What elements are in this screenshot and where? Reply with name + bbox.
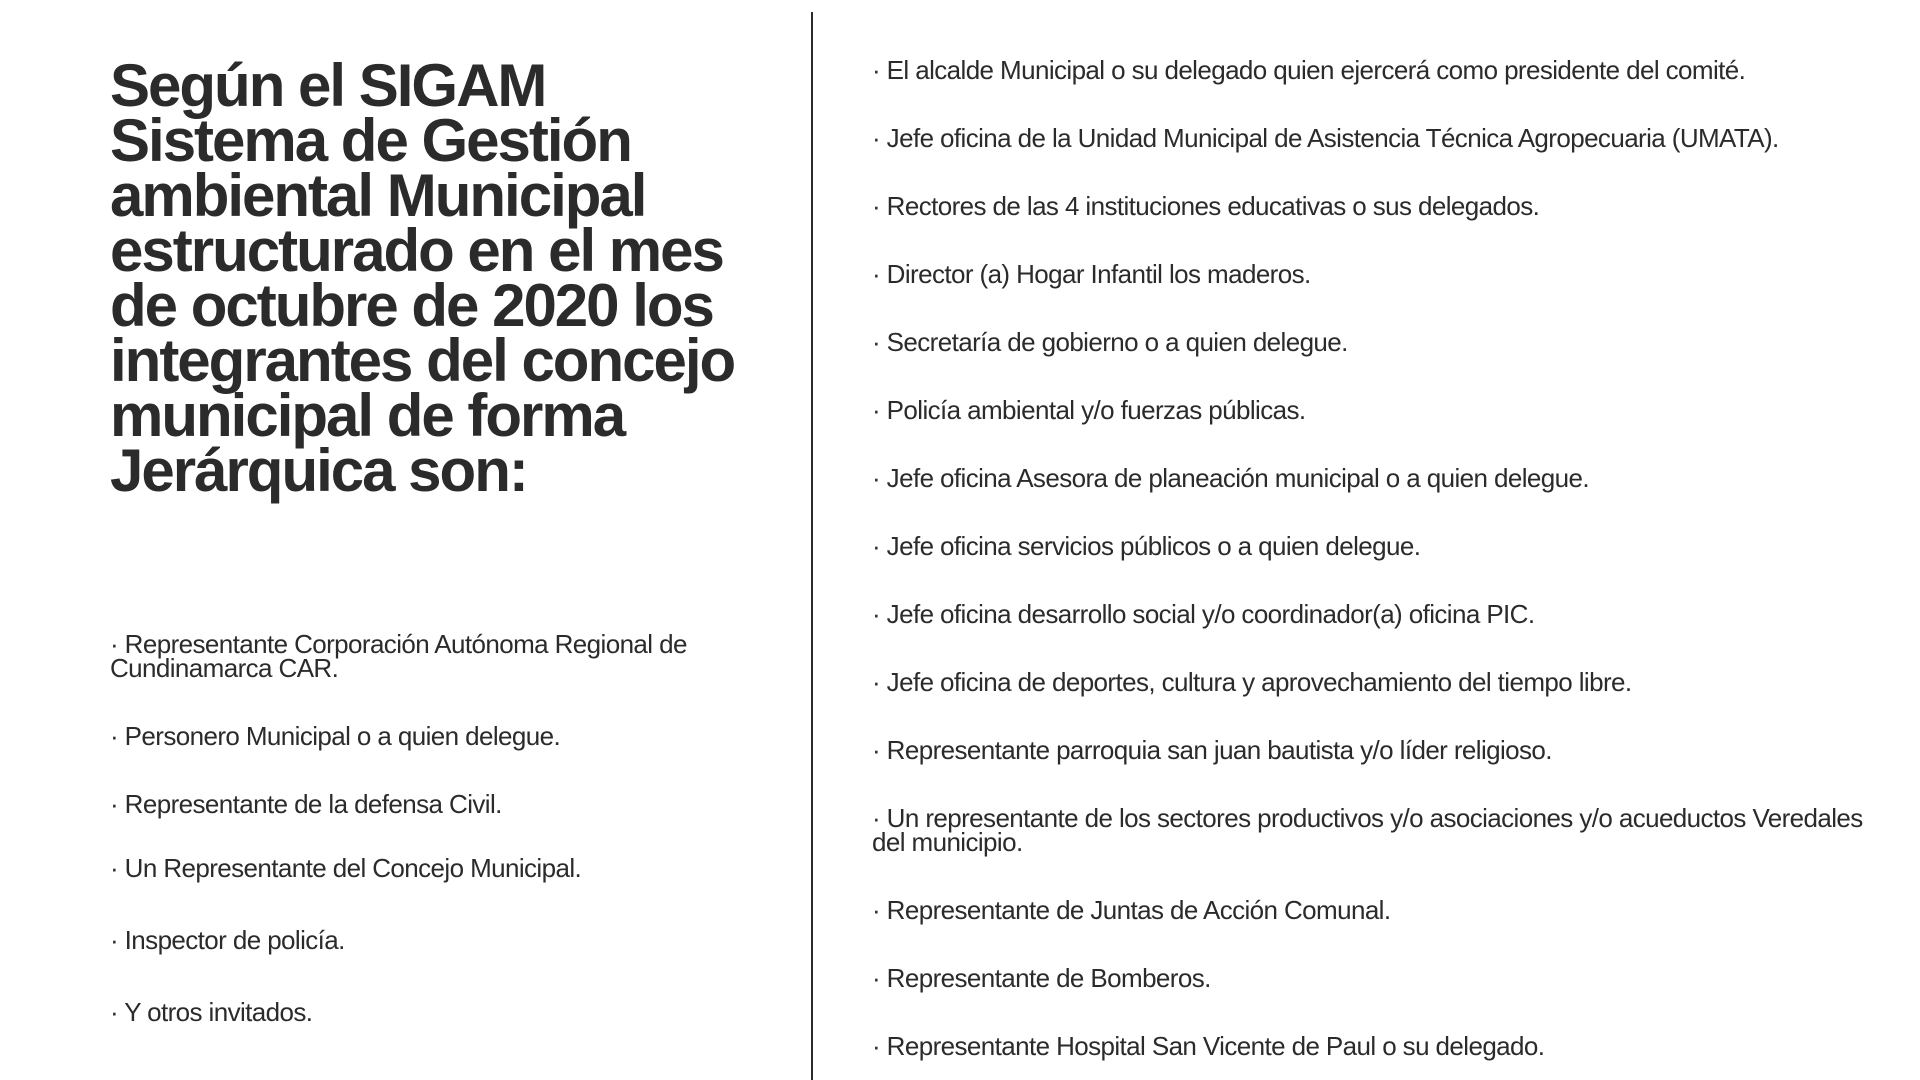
right-list-item: · Jefe oficina desarrollo social y/o coordinador(a) oficina PIC. (872, 599, 1535, 629)
left-list-item: · Inspector de policía. (110, 925, 345, 955)
right-list-item: · Director (a) Hogar Infantil los maderos. (872, 259, 1311, 289)
column-divider (811, 12, 813, 1080)
right-list-item: · Jefe oficina de deportes, cultura y aprovechamiento del tiempo libre. (872, 667, 1632, 697)
left-list-item: · Representante de la defensa Civil. (110, 789, 502, 819)
right-list-item: · Jefe oficina servicios públicos o a quien delegue. (872, 531, 1421, 561)
right-list-item: · Representante de Bomberos. (872, 963, 1211, 993)
left-list-item: · Representante Corporación Autónoma Regional de Cundinamarca CAR. (110, 629, 687, 683)
right-list-item: · Secretaría de gobierno o a quien delegue. (872, 327, 1348, 357)
right-list-item: · El alcalde Municipal o su delegado quien ejercerá como presidente del comité. (872, 55, 1746, 85)
right-list-item: · Representante Hospital San Vicente de Paul o su delegado. (872, 1031, 1545, 1061)
right-list-item: · Un representante de los sectores productivos y/o asociaciones y/o acueductos Veredales del municipio. (872, 803, 1863, 857)
right-list-item: · Representante parroquia san juan bautista y/o líder religioso. (872, 735, 1552, 765)
left-column (110, 52, 750, 504)
left-list-item: · Personero Municipal o a quien delegue. (110, 721, 561, 751)
left-list-item: · Y otros invitados. (110, 997, 313, 1027)
heading: Según el SIGAM Sistema de Gestión ambiental Municipal estructurado en el mes de octubre de 2020 los integrantes del concejo municipal de forma Jerárquica son: (110, 52, 735, 504)
left-list-item: · Un Representante del Concejo Municipal. (110, 853, 582, 883)
right-list-item: · Rectores de las 4 instituciones educativas o sus delegados. (872, 191, 1540, 221)
right-list-item: · Representante de Juntas de Acción Comunal. (872, 895, 1391, 925)
right-list-item: · Policía ambiental y/o fuerzas públicas. (872, 395, 1306, 425)
right-list-item: · Jefe oficina de la Unidad Municipal de Asistencia Técnica Agropecuaria (UMATA). (872, 123, 1779, 153)
right-list-item: · Jefe oficina Asesora de planeación municipal o a quien delegue. (872, 463, 1589, 493)
